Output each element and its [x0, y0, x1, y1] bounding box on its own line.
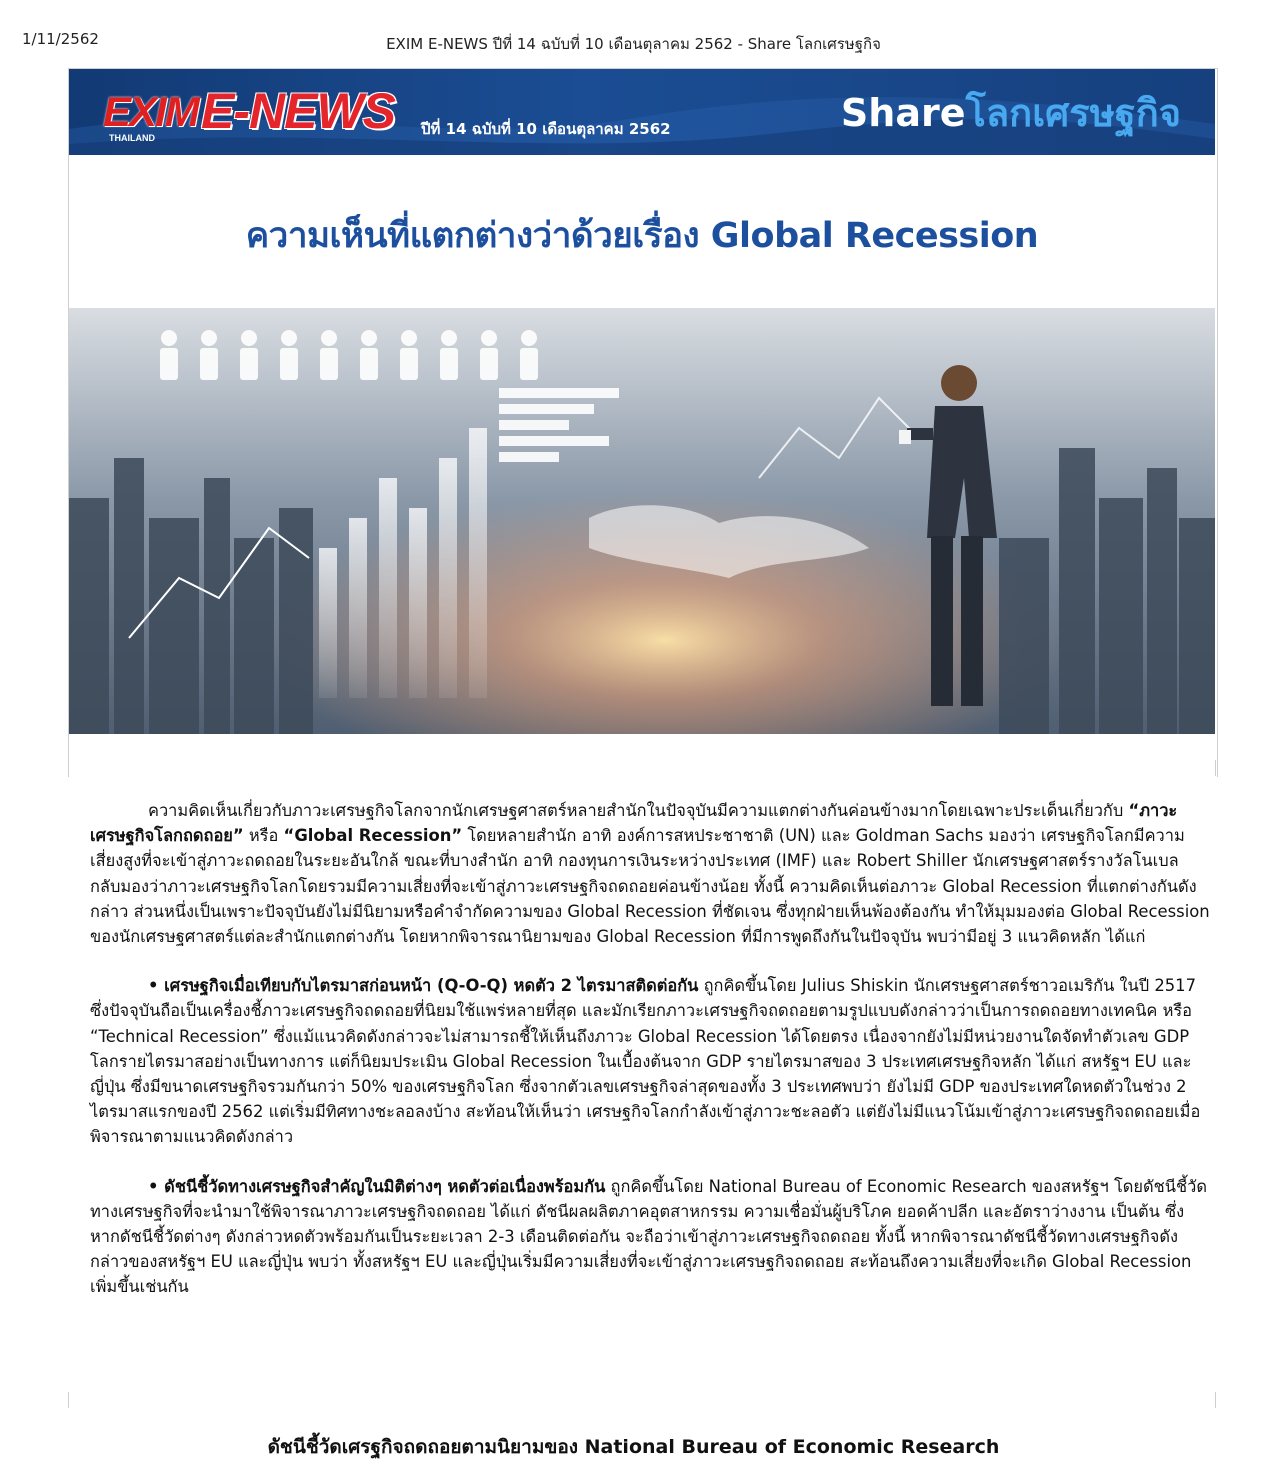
intro-paragraph [90, 798, 1210, 949]
bullet-point-qoq [90, 973, 1210, 1149]
frame-edge-marker [1215, 760, 1216, 776]
newsletter-banner [69, 69, 1215, 155]
hero-image-businessman-city-charts [69, 308, 1215, 734]
bullet-heading: • ดัชนีชี้วัดทางเศรษฐกิจสำคัญในมิติต่างๆ หดตัวต่อเนื่องพร้อมกัน [148, 1176, 606, 1196]
share-section-logo [841, 91, 1181, 135]
intro-text: ความคิดเห็นเกี่ยวกับภาวะเศรษฐกิจโลกจากนักเศรษฐศาสตร์หลายสำนักในปัจจุบันมีความแตกต่างกันค่อนข้างมากโดยเฉพาะประเด็นเกี่ยวกับ [148, 801, 1129, 820]
bullet-point-indicators [90, 1174, 1210, 1300]
share-word: Share [840, 91, 966, 135]
print-page-title: EXIM E-NEWS ปีที่ 14 ฉบับที่ 10 เดือนตุลาคม 2562 - Share โลกเศรษฐกิจ [386, 35, 881, 53]
intro-bold-term: “ภาวะเศรษฐกิจโลกถดถอย” [90, 801, 1178, 846]
bullet-heading: • เศรษฐกิจเมื่อเทียบกับไตรมาสก่อนหน้า (Q-O-Q) หดตัว 2 ไตรมาสติดต่อกัน [148, 976, 699, 996]
bullet-text: ถูกคิดขึ้นโดย Julius Shiskin นักเศรษฐศาสตร์ชาวอเมริกัน ในปี 2517 ซึ่งปัจจุบันถือเป็นเครื่องชี้ภาวะเศรษฐกิจถดถอยที่นิยมใช้แพร่หลายที่สุด และมักเรียกภาวะเศรษฐกิจถดถอยตามรูปแบบดังกล่าวว่าเป็นการถดถอยทางเทคนิค หรือ “Technical Recession” ซึ่งแม้แนวคิดดังกล่าวจะไม่สามารถชี้ให้เห็นถึงภาวะ Global Recession ได้โดยตรง เนื่องจากยังไม่มีหน่วยงานใดจัดทำตัวเลข GDP โลกรายไตรมาสอย่างเป็นทางการ แต่ก็นิยมประเมิน Global Recession ในเบื้องต้นจาก GDP รายไตรมาสของ 3 ประเทศเศรษฐกิจหลัก ได้แก่ สหรัฐฯ EU และญี่ปุ่น ซึ่งมีขนาดเศรษฐกิจรวมกันกว่า 50% ของเศรษฐกิจโลก ซึ่งจากตัวเลขเศรษฐกิจล่าสุดของทั้ง 3 ประเทศพบว่า ยังไม่มี GDP ของประเทศใดหดตัวในช่วง 2 ไตรมาสแรกของปี 2562 แต่เริ่มมีทิศทางชะลอลงบ้าง สะท้อนให้เห็นว่า เศรษฐกิจโลกกำลังเข้าสู่ภาวะชะลอตัว แต่ยังไม่มีแนวโน้มเข้าสู่ภาวะเศรษฐกิจถดถอยเมื่อพิจารณาตามแนวคิดดังกล่าว [90, 976, 1201, 1147]
exim-logo[interactable]: EXIM [103, 88, 198, 135]
intro-bold-term: “Global Recession” [283, 826, 463, 846]
hero-illustration [69, 308, 1215, 734]
intro-text: โดยหลายสำนัก อาทิ องค์การสหประชาชาติ (UN) และ Goldman Sachs มองว่า เศรษฐกิจโลกมีความเสี่ยงสูงที่จะเข้าสู่ภาวะถดถอยในระยะอันใกล้ ขณะที่บางสำนัก อาทิ กองทุนการเงินระหว่างประเทศ (IMF) และ Robert Shiller นักเศรษฐศาสตร์รางวัลโนเบล กลับมองว่าภาวะเศรษฐกิจโลกโดยรวมมีความเสี่ยงที่จะเข้าสู่ภาวะเศรษฐกิจถดถอยค่อนข้างน้อย ทั้งนี้ ความคิดเห็นต่อภาวะ Global Recession ที่แตกต่างกันดังกล่าว ส่วนหนึ่งเป็นเพราะปัจจุบันยังไม่มีนิยามหรือคำจำกัดความของ Global Recession ที่ชัดเจน ซึ่งทุกฝ่ายเห็นพ้องต้องกัน ทำให้มุมมองต่อ Global Recession ของนักเศรษฐศาสตร์แต่ละสำนักแตกต่างกัน โดยหากพิจารณานิยามของ Global Recession ที่มีการพูดถึงกันในปัจจุบัน พบว่ามีอยู่ 3 แนวคิดหลัก ได้แก่ [90, 826, 1210, 947]
bullet-text: ถูกคิดขึ้นโดย National Bureau of Economic Research ของสหรัฐฯ โดยดัชนีชี้วัดทางเศรษฐกิจที่จะนำมาใช้พิจารณาภาวะเศรษฐกิจถดถอย ได้แก่ ดัชนีผลผลิตภาคอุตสาหกรรม ความเชื่อมั่นผู้บริโภค ยอดค้าปลีก และอัตราว่างงาน เป็นต้น ซึ่งหากดัชนีชี้วัดต่างๆ ดังกล่าวหดตัวพร้อมกันเป็นระยะเวลา 2-3 เดือนติดต่อกัน จะถือว่าเข้าสู่ภาวะเศรษฐกิจถดถอย ทั้งนี้ หากพิจารณาดัชนีชี้วัดทางเศรษฐกิจดังกล่าวของสหรัฐฯ EU และญี่ปุ่น พบว่า ทั้งสหรัฐฯ EU และญี่ปุ่นเริ่มมีความเสี่ยงที่จะเข้าสู่ภาวะเศรษฐกิจถดถอย สะท้อนถึงความเสี่ยงที่จะเกิด Global Recession เพิ่มขึ้นเช่นกัน [90, 1176, 1207, 1297]
article-body [90, 798, 1210, 1300]
print-date: 1/11/2562 [22, 30, 99, 48]
section-subheading: ดัชนีชี้วัดเศรฐกิจถดถอยตามนิยามของ National Bureau of Economic Research [267, 1436, 1000, 1458]
share-thai-word: โลกเศรษฐกิจ [965, 91, 1181, 135]
article-headline: ความเห็นที่แตกต่างว่าด้วยเรื่อง Global Recession [245, 216, 1039, 256]
issue-info: ปีที่ 14 ฉบับที่ 10 เดือนตุลาคม 2562 [421, 120, 671, 138]
frame-edge-marker [68, 760, 69, 776]
frame-edge-marker [1215, 1392, 1216, 1408]
intro-text: หรือ [243, 826, 284, 846]
exim-logo-subtitle: THAILAND [109, 133, 155, 143]
frame-edge-marker [68, 1392, 69, 1408]
enews-logo: E-NEWS [201, 83, 395, 139]
